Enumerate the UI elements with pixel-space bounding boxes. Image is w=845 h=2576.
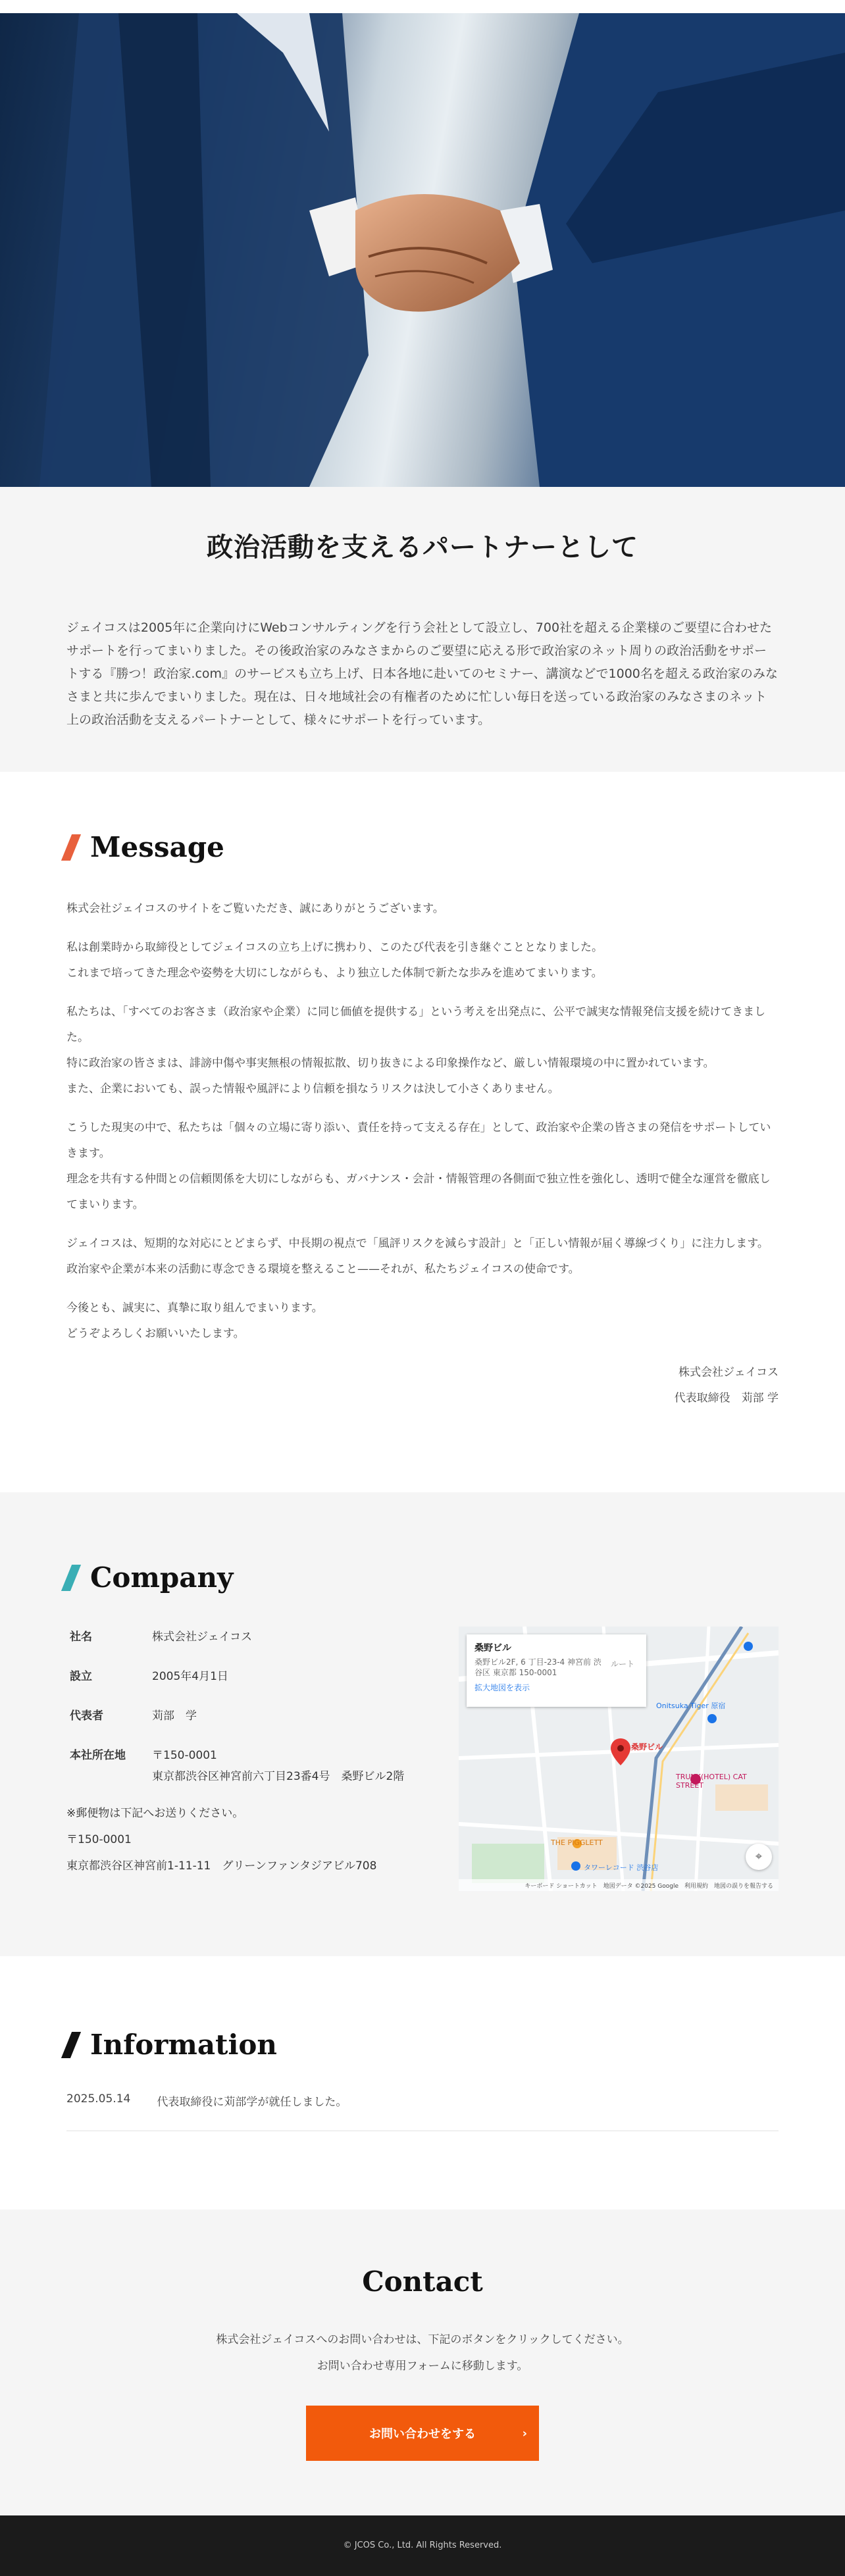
message-line: どうぞよろしくお願いいたします。 [66, 1327, 245, 1340]
mail-note-label: ※郵便物は下記へお送りください。 [66, 1807, 244, 1820]
handshake-illustration [0, 13, 845, 487]
contact-button-label: お問い合わせをする [369, 2427, 476, 2441]
news-text: 代表取締役に苅部学が就任しました。 [157, 2096, 347, 2109]
message-signature [66, 1360, 779, 1411]
hero-image [0, 13, 845, 487]
site-footer [0, 2515, 845, 2576]
map-place-name: 桑野ビル [474, 1643, 511, 1654]
message-paragraph [66, 1115, 779, 1218]
message-line: 今後とも、誠実に、真摯に取り組んでまいります。 [66, 1301, 323, 1315]
map-footer: キーボード ショートカット 地図データ ©2025 Google 利用規約 地図の誤りを報告する [459, 1879, 779, 1891]
message-line: こうした現実の中で、私たちは「個々の立場に寄り添い、責任を持って支える存在」として、政治家や企業の皆さまの発信をサポートしていきます。 [66, 1121, 771, 1160]
locate-icon[interactable]: ⌖ [746, 1844, 772, 1870]
row-value: 〒150-0001 [152, 1749, 217, 1762]
map-poi-label: TRUNK(HOTEL) CAT STREET [676, 1773, 747, 1790]
map-enlarge-link[interactable]: 拡大地図を表示 [474, 1683, 530, 1692]
slash-icon [61, 1565, 81, 1591]
company-row-address [66, 1745, 435, 1787]
company-row-representative [66, 1705, 435, 1727]
company-heading [66, 1561, 779, 1594]
map-poi-label: Onitsuka Tiger 原宿 [656, 1702, 726, 1710]
mail-note-zip: 〒150-0001 [66, 1833, 132, 1846]
message-line: 私は創業時から取締役としてジェイコスの立ち上げに携わり、このたび代表を引き継ぐこととなりました。 [66, 941, 603, 954]
contact-line: 株式会社ジェイコスへのお問い合わせは、下記のボタンをクリックしてください。 [216, 2333, 629, 2346]
message-paragraph [66, 1231, 779, 1282]
company-info [66, 1627, 435, 1891]
message-section [0, 772, 845, 1492]
news-item [66, 2092, 779, 2131]
row-value: 苅部 学 [152, 1709, 197, 1723]
message-line: 特に政治家の皆さまは、誹謗中傷や事実無根の情報拡散、切り抜きによる印象操作など、厳しい情報環境の中に置かれています。 [66, 1057, 715, 1070]
company-section [0, 1492, 845, 1956]
message-title: Message [90, 831, 224, 863]
message-line: これまで培ってきた理念や姿勢を大切にしながらも、より独立した体制で新たな歩みを進めてまいります。 [66, 967, 603, 980]
copyright: © JCOS Co., Ltd. All Rights Reserved. [343, 2540, 502, 2550]
map-info-card [467, 1634, 646, 1707]
mail-note [66, 1800, 435, 1879]
row-label: 本社所在地 [70, 1749, 126, 1762]
row-label: 設立 [70, 1670, 92, 1683]
information-section [0, 1956, 845, 2210]
map-poi-label: タワーレコード 渋谷店 [584, 1863, 659, 1872]
map-route-link[interactable]: ルート [610, 1659, 634, 1669]
row-label: 代表者 [70, 1709, 103, 1723]
mail-note-address: 東京都渋谷区神宮前1-11-11 グリーンファンタジアビル708 [66, 1859, 377, 1873]
contact-section [0, 2210, 845, 2515]
message-line: 政治家や企業が本来の活動に専念できる環境を整えること——それが、私たちジェイコスの使命です。 [66, 1263, 580, 1276]
message-paragraph [66, 896, 779, 922]
contact-line: お問い合わせ専用フォームに移動します。 [317, 2360, 528, 2373]
row-label: 社名 [70, 1630, 92, 1644]
contact-title: Contact [362, 2265, 483, 2298]
map-place-address: 桑野ビル2F, 6 丁目-23-4 神宮前 渋谷区 東京都 150-0001 [474, 1657, 602, 1677]
row-value: 東京都渋谷区神宮前六丁目23番4号 桑野ビル2階 [152, 1770, 405, 1783]
intro-text: ジェイコスは2005年に企業向けにWebコンサルティングを行う会社として設立し、700社を超える企業様のご要望に合わせたサポートを行ってまいりました。その後政治家のみなさまからのご要望に応える形で政治家のネット周りの政治活動をサポートする『勝つ！政治家.com』のサービスも立ち上げ、日本各地に赴いてのセミナー、講演などで1000名を超える政治家のみなさまと共に歩んでまいりました。現在は、日々地域社会の有権者のために忙しい毎日を送っている政治家のみなさまのネット上の政治活動を支えるパートナーとして、様々にサポートを行っています。 [66, 620, 778, 727]
row-value: 株式会社ジェイコス [152, 1630, 252, 1644]
message-line: 株式会社ジェイコスのサイトをご覧いただき、誠にありがとうございます。 [66, 902, 444, 915]
message-paragraph [66, 1296, 779, 1347]
chevron-right-icon: › [522, 2426, 527, 2440]
google-map[interactable] [459, 1627, 779, 1891]
company-row-name [66, 1627, 435, 1648]
information-heading [66, 2029, 779, 2061]
information-title: Information [90, 2029, 277, 2061]
intro-title: 政治活動を支えるパートナーとして [207, 532, 638, 563]
slash-icon [61, 834, 81, 861]
message-line: また、企業においても、誤った情報や風評により信頼を損なうリスクは決して小さくありません。 [66, 1082, 559, 1096]
message-body [66, 896, 779, 1347]
company-title: Company [90, 1561, 234, 1594]
contact-button[interactable] [306, 2406, 539, 2461]
message-paragraph [66, 999, 779, 1102]
row-value: 2005年4月1日 [152, 1670, 228, 1683]
message-paragraph [66, 935, 779, 986]
message-heading [66, 831, 779, 863]
news-date: 2025.05.14 [66, 2092, 131, 2106]
intro-section [0, 487, 845, 772]
signature-ceo: 代表取締役 苅部 学 [674, 1392, 779, 1405]
map-poi-label: THE PIGGLETT [551, 1838, 603, 1847]
map-pin-label: 桑野ビル [631, 1742, 663, 1752]
signature-company: 株式会社ジェイコス [679, 1366, 779, 1379]
contact-text [0, 2327, 845, 2379]
company-row-established [66, 1666, 435, 1687]
slash-icon [61, 2032, 81, 2058]
message-line: 理念を共有する仲間との信頼関係を大切にしながらも、ガバナンス・会計・情報管理の各側面で独立性を強化し、透明で健全な運営を徹底してまいります。 [66, 1173, 771, 1211]
message-line: ジェイコスは、短期的な対応にとどまらず、中長期の視点で「風評リスクを減らす設計」と「正しい情報が届く導線づくり」に注力します。 [66, 1237, 769, 1250]
message-line: 私たちは、「すべてのお客さま（政治家や企業）に同じ価値を提供する」という考えを出発点に、公平で誠実な情報発信支援を続けてきました。 [66, 1005, 766, 1044]
